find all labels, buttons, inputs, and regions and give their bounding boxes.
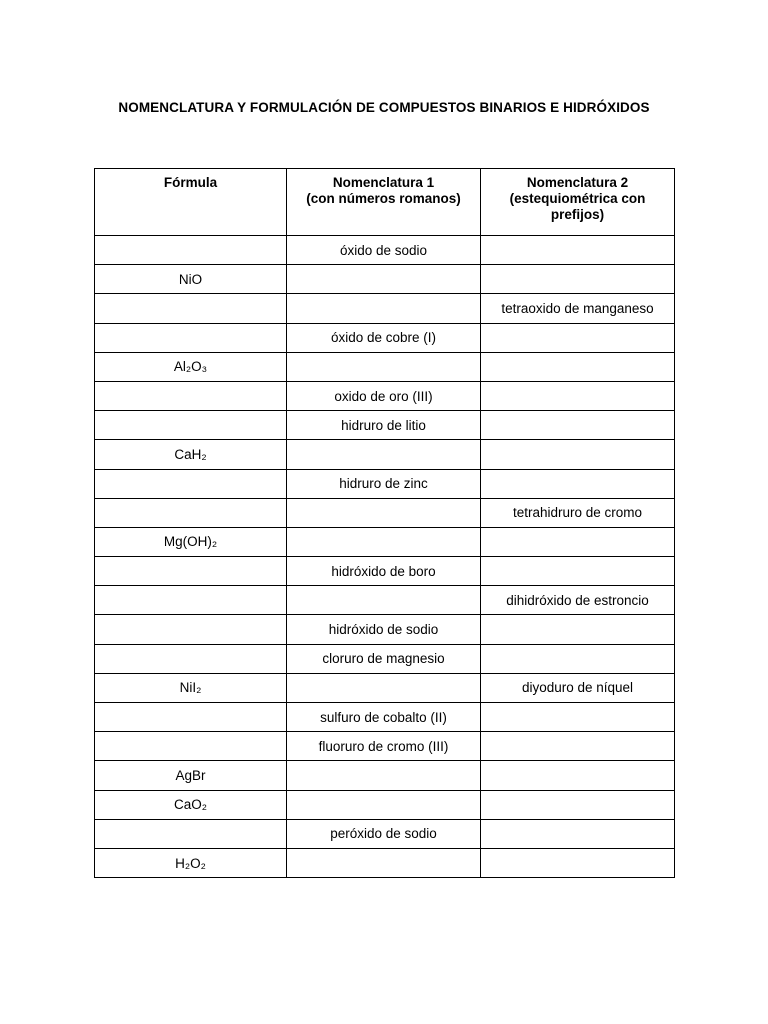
- formula-cell: [95, 586, 287, 615]
- nomenclature-1-cell: [287, 673, 481, 702]
- table-row: [95, 673, 675, 702]
- formula-cell: [95, 469, 287, 498]
- table-body: [95, 236, 675, 878]
- nomenclature-1-cell: oxido de oro (III): [287, 381, 481, 410]
- table-row: [95, 265, 675, 294]
- nomenclature-2-cell: [481, 469, 675, 498]
- nomenclature-1-cell: óxido de cobre (I): [287, 323, 481, 352]
- nomenclature-1-cell: hidruro de litio: [287, 411, 481, 440]
- formula-cell: [95, 236, 287, 265]
- table-header-row: [95, 169, 675, 236]
- nomenclature-2-cell: [481, 732, 675, 761]
- nomenclature-2-cell: [481, 323, 675, 352]
- nomenclature-1-cell: hidróxido de boro: [287, 557, 481, 586]
- table-row: [95, 469, 675, 498]
- table-row: [95, 440, 675, 469]
- nomenclature-2-cell: [481, 381, 675, 410]
- nomenclature-1-cell: [287, 498, 481, 527]
- nomenclature-1-cell: [287, 294, 481, 323]
- table-row: [95, 615, 675, 644]
- table-row: [95, 527, 675, 556]
- table-row: [95, 644, 675, 673]
- nomenclature-2-cell: [481, 703, 675, 732]
- nomenclature-1-cell: [287, 848, 481, 877]
- nomenclature-2-cell: tetrahidruro de cromo: [481, 498, 675, 527]
- table-row: [95, 761, 675, 790]
- nomenclature-2-cell: [481, 761, 675, 790]
- nomenclature-2-cell: [481, 236, 675, 265]
- nomenclature-2-cell: [481, 790, 675, 819]
- nomenclature-1-cell: [287, 265, 481, 294]
- table-row: [95, 294, 675, 323]
- nomenclature-1-cell: óxido de sodio: [287, 236, 481, 265]
- formula-cell: [95, 615, 287, 644]
- nomenclature-2-cell: [481, 527, 675, 556]
- nomenclature-table: [94, 168, 675, 878]
- table-row: [95, 557, 675, 586]
- nomenclature-2-cell: [481, 352, 675, 381]
- table-row: [95, 819, 675, 848]
- nomenclature-1-cell: fluoruro de cromo (III): [287, 732, 481, 761]
- formula-cell: [95, 411, 287, 440]
- table-row: [95, 381, 675, 410]
- nomenclature-1-cell: peróxido de sodio: [287, 819, 481, 848]
- header-nomenclature-2: [481, 169, 675, 236]
- formula-cell: [95, 294, 287, 323]
- formula-cell: AgBr: [95, 761, 287, 790]
- nomenclature-2-cell: [481, 440, 675, 469]
- formula-cell: Mg(OH)₂: [95, 527, 287, 556]
- nomenclature-1-cell: cloruro de magnesio: [287, 644, 481, 673]
- table-row: [95, 586, 675, 615]
- formula-cell: Al₂O₃: [95, 352, 287, 381]
- table-row: [95, 411, 675, 440]
- table-row: [95, 323, 675, 352]
- nomenclature-2-cell: [481, 644, 675, 673]
- page-title: NOMENCLATURA Y FORMULACIÓN DE COMPUESTOS BINARIOS E HIDRÓXIDOS: [118, 100, 650, 115]
- nomenclature-2-cell: [481, 265, 675, 294]
- table-row: [95, 352, 675, 381]
- nomenclature-1-cell: [287, 352, 481, 381]
- nomenclature-2-cell: diyoduro de níquel: [481, 673, 675, 702]
- table-row: [95, 703, 675, 732]
- nomenclature-2-cell: [481, 848, 675, 877]
- formula-cell: [95, 819, 287, 848]
- nomenclature-1-cell: hidruro de zinc: [287, 469, 481, 498]
- table-row: [95, 790, 675, 819]
- header-formula: [95, 169, 287, 236]
- formula-cell: [95, 381, 287, 410]
- formula-cell: [95, 498, 287, 527]
- formula-cell: CaH₂: [95, 440, 287, 469]
- nomenclature-2-cell: [481, 557, 675, 586]
- formula-cell: [95, 732, 287, 761]
- formula-cell: [95, 557, 287, 586]
- table-row: [95, 848, 675, 877]
- formula-cell: H₂O₂: [95, 848, 287, 877]
- formula-cell: [95, 644, 287, 673]
- nomenclature-2-cell: [481, 411, 675, 440]
- header-nomenclature-2-label: Nomenclatura 2 (estequiométrica con prefijos): [509, 175, 646, 222]
- formula-cell: CaO₂: [95, 790, 287, 819]
- nomenclature-2-cell: dihidróxido de estroncio: [481, 586, 675, 615]
- formula-cell: [95, 703, 287, 732]
- formula-cell: NiI₂: [95, 673, 287, 702]
- nomenclature-2-cell: tetraoxido de manganeso: [481, 294, 675, 323]
- nomenclature-1-cell: [287, 790, 481, 819]
- header-formula-label: Fórmula: [163, 175, 218, 190]
- nomenclature-2-cell: [481, 819, 675, 848]
- table-row: [95, 236, 675, 265]
- table-row: [95, 732, 675, 761]
- formula-cell: NiO: [95, 265, 287, 294]
- nomenclature-1-cell: sulfuro de cobalto (II): [287, 703, 481, 732]
- formula-cell: [95, 323, 287, 352]
- header-nomenclature-1: [287, 169, 481, 236]
- table-row: [95, 498, 675, 527]
- nomenclature-1-cell: hidróxido de sodio: [287, 615, 481, 644]
- nomenclature-1-cell: [287, 527, 481, 556]
- nomenclature-1-cell: [287, 586, 481, 615]
- header-nomenclature-1-label: Nomenclatura 1 (con números romanos): [306, 175, 461, 206]
- nomenclature-1-cell: [287, 761, 481, 790]
- nomenclature-1-cell: [287, 440, 481, 469]
- nomenclature-2-cell: [481, 615, 675, 644]
